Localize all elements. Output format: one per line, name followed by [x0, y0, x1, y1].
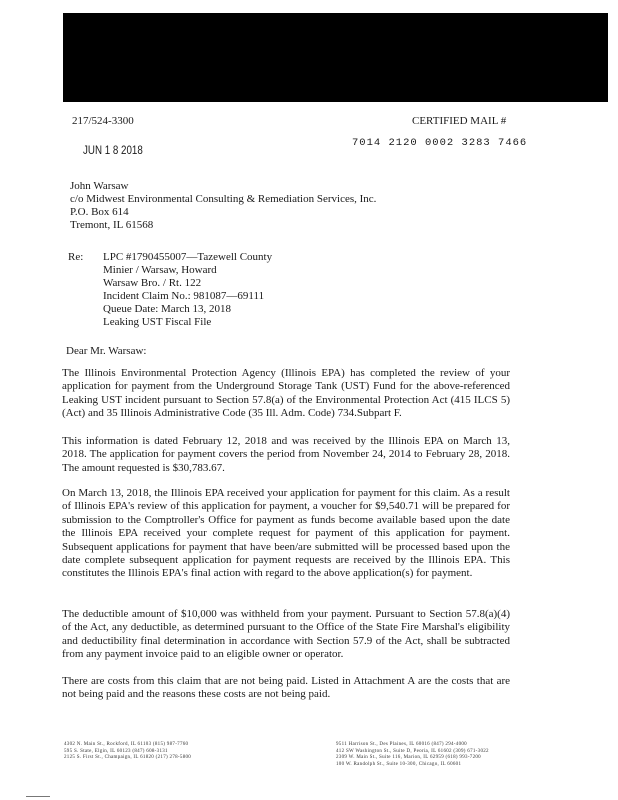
recipient-address [70, 180, 376, 232]
phone-number: 217/524-3300 [72, 115, 134, 127]
salutation: Dear Mr. Warsaw: [66, 345, 147, 357]
date-stamp: JUN 1 8 2018 [83, 145, 143, 157]
re-block [103, 251, 272, 329]
paragraph: This information is dated February 12, 2018 and was received by the Illinois EPA on March 13, 2018. The application for payment covers the period from November 24, 2014 to February 28, 2018. The amount requested is $30,783.67. [62, 435, 510, 474]
footer-line: 412 SW Washington St., Suite D, Peoria, IL 61602 (309) 671-3022 [336, 748, 489, 754]
paragraph: The deductible amount of $10,000 was withheld from your payment. Pursuant to Section 57.8(a)(4) of the Act, any deductible, as determined pursuant to the Office of the State Fire Marshal's eligibility and deductibility final determination in accordance with Section 57.9 of the Act, shall be subtracted from any payment invoice paid to an eligible owner or operator. [62, 608, 510, 661]
footer-line: 4302 N. Main St., Rockford, IL 61103 (815) 987-7760 [64, 742, 189, 747]
footer-line: 2309 W. Main St., Suite 116, Marion, IL 62959 (618) 993-7200 [336, 755, 481, 760]
certified-mail-label: CERTIFIED MAIL # [412, 115, 507, 127]
paragraph: On March 13, 2018, the Illinois EPA received your application for payment for this claim. As a result of Illinois EPA's review of this application for payment, a voucher for $9,540.71 will be prepared for submission to the Comptroller's Office for payment as funds become available based upon the date the Illinois EPA received your complete request for payment of this application for payment. Subsequent applications for payment that have been/are submitted will be processed based upon the date complete subsequent application for payment requests are received by the Illinois EPA. This constitutes the Illinois EPA's final action with regard to the above application(s) for payment. [62, 487, 510, 580]
re-line: Warsaw Bro. / Rt. 122 [103, 277, 202, 289]
scan-mark [26, 796, 50, 797]
re-line: Leaking UST Fiscal File [103, 316, 212, 328]
re-label: Re: [68, 251, 84, 263]
redaction-bar [63, 13, 608, 102]
address-line: John Warsaw [70, 180, 129, 192]
address-line: c/o Midwest Environmental Consulting & Remediation Services, Inc. [70, 193, 377, 205]
footer-left [64, 742, 191, 762]
footer-right [336, 742, 489, 768]
footer-line: 9511 Harrison St., Des Plaines, IL 60016 (847) 294-4000 [336, 742, 467, 747]
re-line: Minier / Warsaw, Howard [103, 264, 217, 276]
re-line: Incident Claim No.: 981087—69111 [103, 290, 265, 302]
paragraph: The Illinois Environmental Protection Agency (Illinois EPA) has completed the review of your application for payment from the Underground Storage Tank (UST) Fund for the above-referenced Leaking UST incident pursuant to Section 57.8(a) of the Environmental Protection Act (415 ILCS 5) (Act) and 35 Illinois Administrative Code (35 Ill. Adm. Code) 734.Subpart F. [62, 367, 510, 420]
address-line: Tremont, IL 61568 [70, 219, 154, 231]
address-line: P.O. Box 614 [70, 206, 129, 218]
footer-line: 2125 S. First St., Champaign, IL 61820 (217) 278-5800 [64, 755, 192, 760]
certified-mail-number: 7014 2120 0002 3283 7466 [352, 137, 528, 149]
paragraph: There are costs from this claim that are not being paid. Listed in Attachment A are the costs that are not being paid and the reasons these costs are not being paid. [62, 675, 510, 701]
footer-line: 100 W. Randolph St., Suite 10-300, Chicago, IL 60601 [336, 761, 462, 767]
re-line: LPC #1790455007—Tazewell County [103, 251, 273, 263]
footer-line: 595 S. State, Elgin, IL 60123 (847) 608-3131 [64, 748, 168, 754]
re-line: Queue Date: March 13, 2018 [103, 303, 231, 315]
